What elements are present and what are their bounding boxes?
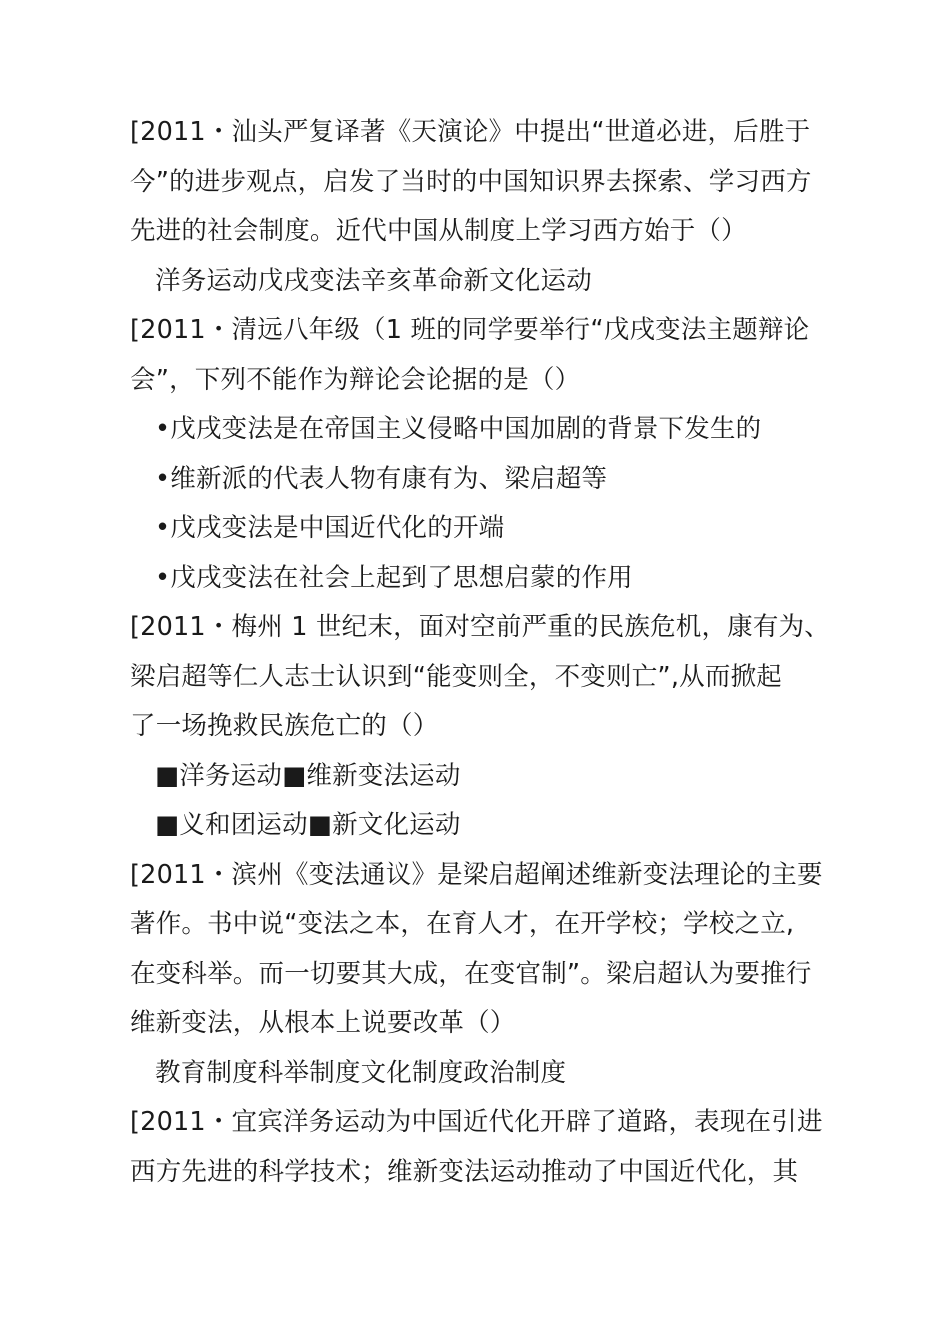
document-page	[130, 108, 830, 1197]
text-line: [2011・清远八年级（1 班的同学要举行“戊戌变法主题辩论	[130, 315, 810, 345]
answer-option: •戊戌变法是在帝国主义侵略中国加剧的背景下发生的	[155, 414, 762, 444]
answer-options-line: 洋务运动戊戌变法辛亥革命新文化运动	[155, 265, 592, 296]
answer-option: •戊戌变法在社会上起到了思想启蒙的作用	[155, 562, 633, 593]
answer-options-line: 教育制度科举制度文化制度政治制度	[155, 1057, 567, 1088]
text-line: [2011・汕头严复译著《天演论》中提出“世道必进，后胜于	[130, 117, 811, 147]
answer-option: •维新派的代表人物有康有为、梁启超等	[155, 463, 608, 494]
text-line: 著作。书中说“变法之本，在育人才，在开学校；学校之立,	[130, 909, 795, 939]
text-line: [2011・梅州 1 世纪末，面对空前严重的民族危机，康有为、	[130, 612, 830, 642]
text-line: 梁启超等仁人志士认识到“能变则全，不变则亡”,从而掀起	[130, 661, 782, 692]
answer-option: •戊戌变法是中国近代化的开端	[155, 513, 505, 543]
text-line: 在变科举。而一切要其大成，在变官制”。梁启超认为要推行	[130, 958, 812, 989]
text-line: 今”的进步观点，启发了当时的中国知识界去探索、学习西方	[130, 166, 812, 197]
answer-options-line: ■洋务运动■维新变法运动	[155, 760, 461, 791]
answer-options-line: ■义和团运动■新文化运动	[155, 810, 461, 840]
text-line: [2011・滨州《变法通议》是梁启超阐述维新变法理论的主要	[130, 859, 823, 890]
text-line: 了一场挽救民族危亡的（）	[130, 711, 439, 741]
text-line: [2011・宜宾洋务运动为中国近代化开辟了道路，表现在引进	[130, 1107, 823, 1137]
text-line: 西方先进的科学技术；维新变法运动推动了中国近代化，其	[130, 1156, 799, 1187]
text-line: 会”，下列不能作为辩论会论据的是（）	[130, 364, 581, 395]
text-line: 维新变法，从根本上说要改革（）	[130, 1008, 516, 1038]
text-line: 先进的社会制度。近代中国从制度上学习西方始于（）	[130, 216, 747, 246]
